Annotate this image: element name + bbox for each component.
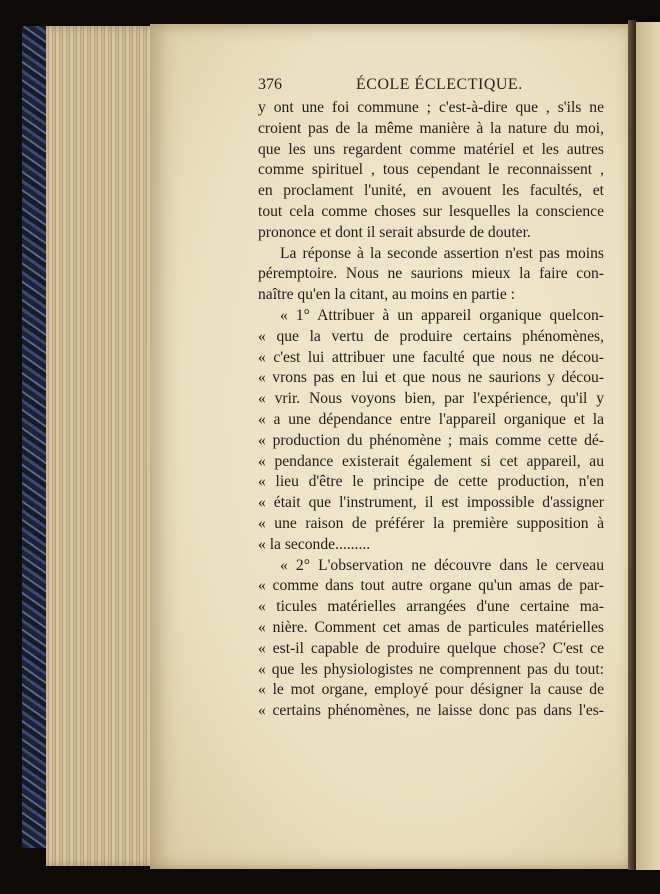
text-line: y ont une foi commune ; c'est-à-dire que , s'ils ne (258, 99, 604, 116)
text-line: « c'est lui attribuer une faculté que nous ne décou- (258, 348, 604, 366)
page-body-text (258, 98, 604, 722)
page-fore-edge (46, 26, 166, 866)
text-line: « pendance existerait également si cet appareil, au (258, 452, 604, 470)
text-line: « la seconde......... (258, 535, 371, 553)
text-line: tout cela comme choses sur lesquelles la conscience (258, 202, 604, 220)
text-line: « a une dépendance entre l'appareil organique et la (258, 410, 604, 428)
text-line: « nière. Comment cet amas de particules matérielles (258, 618, 604, 636)
text-line: « était que l'instrument, il est impossible d'assigner (258, 494, 604, 512)
facing-page-edge (636, 22, 660, 870)
running-head (258, 76, 590, 96)
text-line: croient pas de la même manière à la nature du moi, (258, 119, 604, 137)
text-line: en proclament l'unité, en avouent les facultés, et (258, 182, 604, 200)
text-line: « lieu d'être le principe de cette production, n'en (258, 473, 604, 491)
text-line: « ticules matérielles arrangées d'une certaine ma- (258, 598, 604, 616)
text-line: « production du phénomène ; mais comme cette dé- (258, 431, 604, 449)
text-line: « vrons pas en lui et que nous ne saurions y décou- (258, 369, 604, 387)
text-line: « une raison de préférer la première supposition à (258, 514, 604, 532)
text-line: La réponse à la seconde assertion n'est pas moins (280, 244, 604, 262)
text-line: « 2° L'observation ne découvre dans le cerveau (280, 556, 604, 574)
text-line: prononce et dont il serait absurde de douter. (258, 223, 531, 241)
text-line: « comme dans tout autre organe qu'un amas de par- (258, 577, 604, 595)
text-line: « que les physiologistes ne comprennent pas du tout: (258, 660, 604, 678)
book-gutter (628, 20, 636, 870)
text-line: péremptoire. Nous ne saurions mieux la faire con- (258, 265, 604, 283)
text-line: comme spirituel , tous cependant le reconnaissent , (258, 161, 604, 179)
text-line: « est-il capable de produire quelque chose? C'est ce (258, 639, 604, 657)
text-line: « que la vertu de produire certains phénomènes, (258, 327, 604, 345)
page-number: 376 (258, 76, 282, 93)
text-line: « certains phénomènes, ne laisse donc pas dans l'es- (258, 702, 604, 720)
text-line: « vrir. Nous voyons bien, par l'expérience, qu'il y (258, 390, 604, 408)
text-line: naître qu'en la citant, au moins en partie : (258, 286, 515, 304)
running-title: ÉCOLE ÉCLECTIQUE. (356, 76, 523, 93)
text-line: « le mot organe, employé pour désigner la cause de (258, 681, 604, 699)
text-line: que les uns regardent comme matériel et les autres (258, 140, 604, 158)
text-line: « 1° Attribuer à un appareil organique quelcon- (280, 306, 604, 324)
